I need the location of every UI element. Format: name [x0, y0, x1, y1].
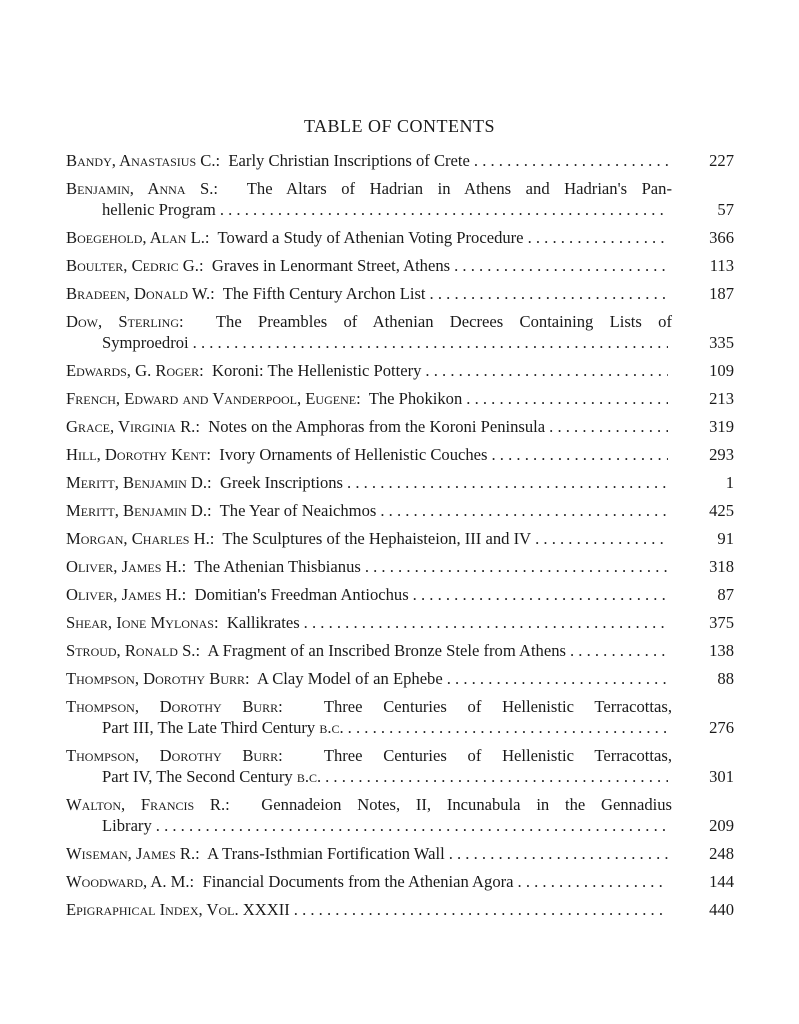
- entry-text: [66, 444, 488, 465]
- entry-title: Ivory Ornaments of Hellenistic Couches: [219, 445, 488, 464]
- page-number: 335: [709, 333, 734, 352]
- page-number: 187: [709, 284, 734, 303]
- entry-title-continued: [102, 766, 321, 787]
- toc-entry: [66, 311, 734, 360]
- entry-first-line: [66, 745, 734, 766]
- entry-title: Financial Documents from the Athenian Agora: [202, 872, 514, 891]
- entry-title: Graves in Lenormant Street, Athens: [211, 256, 451, 275]
- entry-last-line: [66, 717, 734, 738]
- leader-dots: [380, 500, 668, 521]
- leader-dots: [425, 360, 668, 381]
- entry-title: A Trans-Isthmian Fortification Wall: [207, 844, 445, 863]
- page-number: 1: [725, 473, 734, 492]
- leader-dots: [325, 766, 668, 787]
- entry-author: Meritt, Benjamin D.:: [66, 501, 212, 520]
- page-number: 248: [709, 844, 734, 863]
- page-number: 91: [717, 529, 734, 548]
- page-number: 87: [717, 585, 734, 604]
- entry-text: [66, 640, 566, 661]
- entry-text: [66, 472, 343, 493]
- page-number: 375: [709, 613, 734, 632]
- table-of-contents: [66, 150, 734, 927]
- entry-line: [66, 843, 734, 864]
- entry-line: [66, 640, 734, 661]
- page-number: 209: [709, 816, 734, 835]
- entry-line: [66, 283, 734, 304]
- entry-text: [66, 871, 514, 892]
- entry-author: Dow, Sterling:: [66, 312, 184, 331]
- leader-dots: [549, 416, 668, 437]
- toc-entry: [66, 584, 734, 612]
- entry-line: [66, 871, 734, 892]
- toc-entry: [66, 178, 734, 227]
- entry-text: [66, 150, 470, 171]
- toc-entry: [66, 444, 734, 472]
- entry-line: [66, 360, 734, 381]
- entry-author: Epigraphical Index, Vol. XXXII: [66, 900, 290, 919]
- toc-entry: [66, 255, 734, 283]
- entry-author: Benjamin, Anna S.:: [66, 179, 218, 198]
- leader-dots: [430, 283, 668, 304]
- leader-dots: [220, 199, 668, 220]
- entry-line: [66, 899, 734, 920]
- entry-text: [66, 556, 361, 577]
- leader-dots: [474, 150, 668, 171]
- entry-line: [66, 227, 734, 248]
- entry-line: [66, 528, 734, 549]
- entry-title: Early Christian Inscriptions of Crete: [228, 151, 470, 170]
- page-number: 88: [717, 669, 734, 688]
- entry-line: [66, 584, 734, 605]
- entry-title: Notes on the Amphoras from the Koroni Peninsula: [208, 417, 546, 436]
- page-number: 227: [709, 151, 734, 170]
- entry-title-line: Part III, The Late Third Century: [102, 718, 316, 737]
- entry-text: [66, 283, 426, 304]
- entry-line: [66, 472, 734, 493]
- entry-title: Three Centuries of Hellenistic Terracottas,: [323, 746, 672, 765]
- entry-title-continued: [102, 332, 189, 353]
- page-number: 57: [717, 200, 734, 219]
- leader-dots: [492, 444, 669, 465]
- leader-dots: [365, 556, 668, 577]
- page-number: 425: [709, 501, 734, 520]
- entry-title: The Phokikon: [368, 389, 463, 408]
- entry-title-line: Part IV, The Second Century: [102, 767, 293, 786]
- toc-entry: [66, 899, 734, 927]
- leader-dots: [294, 899, 668, 920]
- entry-first-line: [66, 178, 734, 199]
- page-title: TABLE OF CONTENTS: [303, 116, 496, 136]
- entry-title: Toward a Study of Athenian Voting Procedure: [217, 228, 524, 247]
- entry-author: Walton, Francis R.:: [66, 795, 230, 814]
- leader-dots: [447, 668, 668, 689]
- entry-text: [66, 500, 376, 521]
- toc-entry: [66, 472, 734, 500]
- entry-title: The Preambles of Athenian Decrees Containing Lists of: [215, 312, 672, 331]
- entry-author: Bradeen, Donald W.:: [66, 284, 215, 303]
- leader-dots: [466, 388, 668, 409]
- entry-title-line: Library: [102, 816, 152, 835]
- leader-dots: [156, 815, 668, 836]
- toc-entry: [66, 388, 734, 416]
- entry-title: Koroni: The Hellenistic Pottery: [212, 361, 422, 380]
- entry-author: Oliver, James H.:: [66, 557, 187, 576]
- toc-entry: [66, 745, 734, 794]
- entry-title-continued: [102, 717, 344, 738]
- toc-entry: [66, 500, 734, 528]
- page-number: 293: [709, 445, 734, 464]
- entry-title: The Sculptures of the Hephaisteion, III and IV: [222, 529, 532, 548]
- page-number: 144: [709, 872, 734, 891]
- toc-entry: [66, 843, 734, 871]
- entry-author: Meritt, Benjamin D.:: [66, 473, 212, 492]
- page-number: 301: [709, 767, 734, 786]
- entry-author: Thompson, Dorothy Burr:: [66, 697, 283, 716]
- entry-text: [66, 528, 531, 549]
- era-suffix: b.c.: [319, 718, 344, 737]
- entry-title: A Fragment of an Inscribed Bronze Stele from Athens: [207, 641, 566, 660]
- page-number: 213: [709, 389, 734, 408]
- entry-text: [66, 255, 450, 276]
- leader-dots: [518, 871, 668, 892]
- entry-line: [66, 150, 734, 171]
- entry-author: Boegehold, Alan L.:: [66, 228, 210, 247]
- entry-title: Gennadeion Notes, II, Incunabula in the Gennadius: [261, 795, 672, 814]
- entry-title-line: hellenic Program: [102, 200, 216, 219]
- leader-dots: [413, 584, 668, 605]
- era-suffix: b.c.: [296, 767, 322, 786]
- toc-entry: [66, 668, 734, 696]
- entry-first-line: [66, 696, 734, 717]
- entry-title: The Altars of Hadrian in Athens and Hadrian's Pan-: [246, 179, 672, 198]
- toc-entry: [66, 696, 734, 745]
- page-number: 138: [709, 641, 734, 660]
- entry-author: Bandy, Anastasius C.:: [66, 151, 221, 170]
- entry-title: The Fifth Century Archon List: [222, 284, 426, 303]
- entry-text: [66, 668, 443, 689]
- entry-author: Oliver, James H.:: [66, 585, 187, 604]
- toc-entry: [66, 640, 734, 668]
- page-number: 109: [709, 361, 734, 380]
- entry-author: Thompson, Dorothy Burr:: [66, 746, 283, 765]
- page-number: 276: [709, 718, 734, 737]
- entry-title-line: Symproedroi: [102, 333, 189, 352]
- page-number: 319: [709, 417, 734, 436]
- entry-last-line: [66, 766, 734, 787]
- entry-title: Kallikrates: [226, 613, 300, 632]
- entry-author: Thompson, Dorothy Burr:: [66, 669, 250, 688]
- toc-entry: [66, 556, 734, 584]
- entry-line: [66, 612, 734, 633]
- entry-title: Three Centuries of Hellenistic Terracottas,: [323, 697, 672, 716]
- leader-dots: [535, 528, 668, 549]
- entry-author: Edwards, G. Roger:: [66, 361, 204, 380]
- toc-entry: [66, 227, 734, 255]
- entry-line: [66, 500, 734, 521]
- entry-line: [66, 444, 734, 465]
- page-number: 113: [709, 256, 734, 275]
- entry-last-line: [66, 332, 734, 353]
- entry-text: [66, 843, 445, 864]
- entry-title: Domitian's Freedman Antiochus: [194, 585, 409, 604]
- page-number: 440: [709, 900, 734, 919]
- leader-dots: [449, 843, 668, 864]
- entry-text: [66, 899, 290, 920]
- leader-dots: [347, 472, 668, 493]
- entry-first-line: [66, 794, 734, 815]
- toc-entry: [66, 360, 734, 388]
- entry-title: A Clay Model of an Ephebe: [257, 669, 443, 688]
- entry-author: Morgan, Charles H.:: [66, 529, 215, 548]
- entry-author: Stroud, Ronald S.:: [66, 641, 201, 660]
- toc-entry: [66, 528, 734, 556]
- entry-title: The Year of Neaichmos: [219, 501, 377, 520]
- toc-entry: [66, 612, 734, 640]
- toc-entry: [66, 416, 734, 444]
- entry-first-line: [66, 311, 734, 332]
- entry-line: [66, 255, 734, 276]
- leader-dots: [528, 227, 668, 248]
- entry-author: Wiseman, James R.:: [66, 844, 200, 863]
- entry-text: [66, 584, 409, 605]
- entry-line: [66, 388, 734, 409]
- entry-line: [66, 668, 734, 689]
- entry-author: Boulter, Cedric G.:: [66, 256, 204, 275]
- entry-author: Shear, Ione Mylonas:: [66, 613, 219, 632]
- toc-entry: [66, 283, 734, 311]
- entry-last-line: [66, 815, 734, 836]
- leader-dots: [348, 717, 668, 738]
- entry-author: Woodward, A. M.:: [66, 872, 195, 891]
- leader-dots: [570, 640, 668, 661]
- page-number: 366: [709, 228, 734, 247]
- entry-text: [66, 388, 462, 409]
- entry-text: [66, 416, 545, 437]
- entry-text: [66, 227, 524, 248]
- entry-title-continued: [102, 815, 152, 836]
- entry-text: [66, 612, 300, 633]
- entry-line: [66, 556, 734, 577]
- toc-entry: [66, 794, 734, 843]
- entry-author: Grace, Virginia R.:: [66, 417, 200, 436]
- toc-entry: [66, 871, 734, 899]
- entry-text: [66, 360, 421, 381]
- page-number: 318: [709, 557, 734, 576]
- entry-author: French, Edward and Vanderpool, Eugene:: [66, 389, 361, 408]
- leader-dots: [304, 612, 668, 633]
- entry-last-line: [66, 199, 734, 220]
- leader-dots: [193, 332, 668, 353]
- entry-title-continued: [102, 199, 216, 220]
- entry-title: Greek Inscriptions: [219, 473, 344, 492]
- entry-title: The Athenian Thisbianus: [194, 557, 361, 576]
- leader-dots: [454, 255, 668, 276]
- entry-author: Hill, Dorothy Kent:: [66, 445, 211, 464]
- entry-line: [66, 416, 734, 437]
- toc-entry: [66, 150, 734, 178]
